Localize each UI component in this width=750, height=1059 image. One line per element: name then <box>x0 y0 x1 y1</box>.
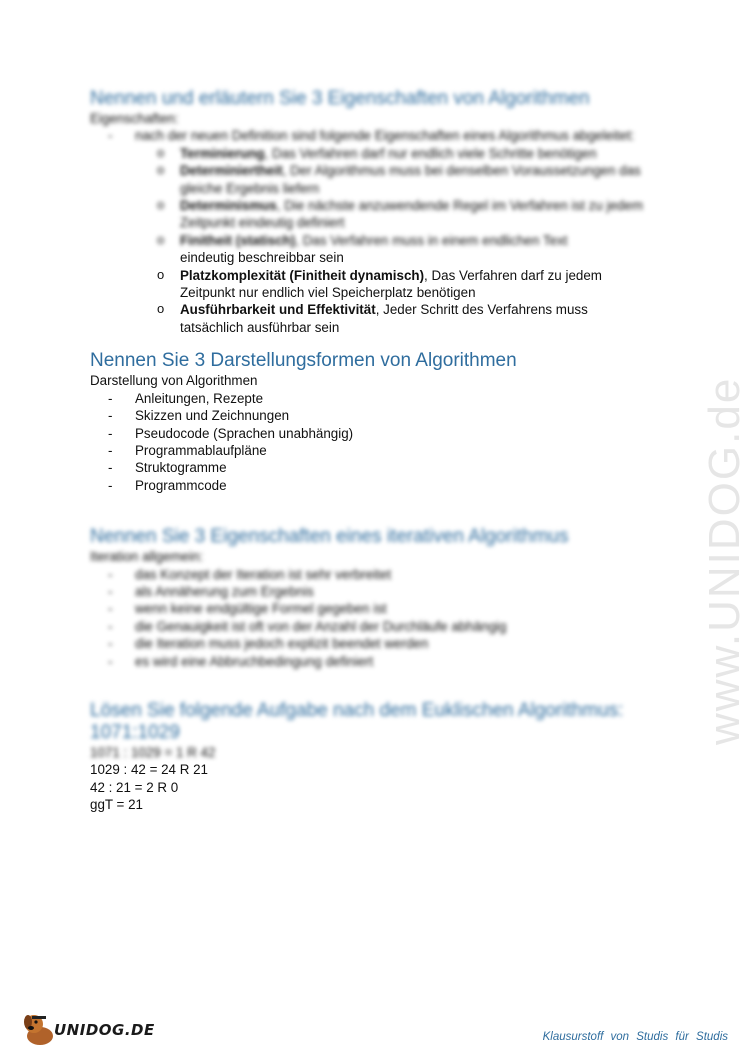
section-intro: Iteration allgemein: <box>90 549 204 565</box>
list-item: - die Iteration muss jedoch explizit beendet werden <box>108 635 680 652</box>
logo-text: UNIDOG.DE <box>54 1021 155 1039</box>
document-content <box>90 88 680 814</box>
list-item: - wenn keine endgültige Formel gegeben ist <box>108 600 680 617</box>
property-text: , Das Verfahren muss in einem endlichen Text <box>295 232 568 248</box>
list-item: - als Annäherung zum Ergebnis <box>108 583 680 600</box>
blurred-block-1 <box>90 88 680 249</box>
section-properties <box>90 88 680 336</box>
dash-list <box>90 566 680 670</box>
unidog-logo[interactable] <box>20 1010 160 1050</box>
list-item <box>157 267 647 302</box>
property-term: Determiniertheit <box>180 163 283 179</box>
property-text: , Das Verfahren darf nur endlich viele Schritte benötigen <box>264 145 597 161</box>
section-heading: Nennen und erläutern Sie 3 Eigenschaften von Algorithmen <box>90 88 590 109</box>
list-item <box>157 145 647 162</box>
property-text: , Der Algorithmus muss bei denselben Voraussetzungen das gleiche Ergebnis liefern <box>180 163 641 196</box>
list-item <box>157 301 647 336</box>
footer-tagline: Klausurstoff von Studis für Studis <box>542 1031 728 1043</box>
property-term: Finitheit (statisch) <box>180 232 296 248</box>
section-intro: Darstellung von Algorithmen <box>90 373 258 389</box>
section-representations <box>90 350 680 494</box>
list-item <box>157 162 647 197</box>
section-heading: Lösen Sie folgende Aufgabe nach dem Euklischen Algorithmus: 1071:1029 <box>90 699 624 743</box>
property-list <box>90 145 647 249</box>
list-item: - Struktogramme <box>108 459 680 476</box>
list-item: - es wird eine Abbruchbedingung definiert <box>108 653 680 670</box>
property-term: Determinismus <box>180 198 277 214</box>
list-item: - Anleitungen, Rezepte <box>108 390 680 407</box>
property-list <box>90 267 647 337</box>
dash-list <box>90 390 680 494</box>
list-item <box>157 197 647 232</box>
calc-line: 42 : 21 = 2 R 0 <box>90 779 179 795</box>
section-euclid <box>90 700 680 814</box>
list-item: - Programmcode <box>108 477 680 494</box>
list-continuation: eindeutig beschreibbar sein <box>180 250 344 266</box>
property-text: , Die nächste anzuwendende Regel im Verfahren ist zu jedem Zeitpunkt eindeutig definiert <box>180 198 643 231</box>
list-item: - nach der neuen Definition sind folgende Eigenschaften eines Algorithmus abgeleitet: <box>108 127 635 144</box>
property-term: Terminierung <box>180 145 265 161</box>
calc-line: 1071 : 1029 = 1 R 42 <box>90 744 216 760</box>
list-item: - die Genauigkeit ist oft von der Anzahl der Durchläufe abhängig <box>108 618 680 635</box>
property-text: , Jeder Schritt des Verfahrens muss tatsächlich ausführbar sein <box>180 302 588 335</box>
section-iteration <box>90 526 680 670</box>
section-intro: Eigenschaften: <box>90 111 179 126</box>
list-item <box>157 232 647 249</box>
property-text: , Das Verfahren darf zu jedem Zeitpunkt nur endlich viel Speicherplatz benötigen <box>180 267 602 301</box>
watermark: www.UNIDOG.de <box>700 376 749 745</box>
list-item: - das Konzept der Iteration ist sehr verbreitet <box>108 566 680 583</box>
calc-result: ggT = 21 <box>90 797 143 813</box>
property-term: Ausführbarkeit und Effektivität <box>180 302 376 318</box>
section-heading: Nennen Sie 3 Darstellungsformen von Algorithmen <box>90 350 517 372</box>
blurred-block-4 <box>90 700 680 761</box>
list-item: - Skizzen und Zeichnungen <box>108 407 680 424</box>
list-item: - Pseudocode (Sprachen unabhängig) <box>108 425 680 442</box>
list-item: - Programmablaufpläne <box>108 442 680 459</box>
property-term: Platzkomplexität (Finitheit dynamisch) <box>180 267 425 283</box>
calc-line: 1029 : 42 = 24 R 21 <box>90 762 209 778</box>
section-heading: Nennen Sie 3 Eigenschaften eines iterativen Algorithmus <box>90 526 569 548</box>
dash-list <box>90 127 680 144</box>
